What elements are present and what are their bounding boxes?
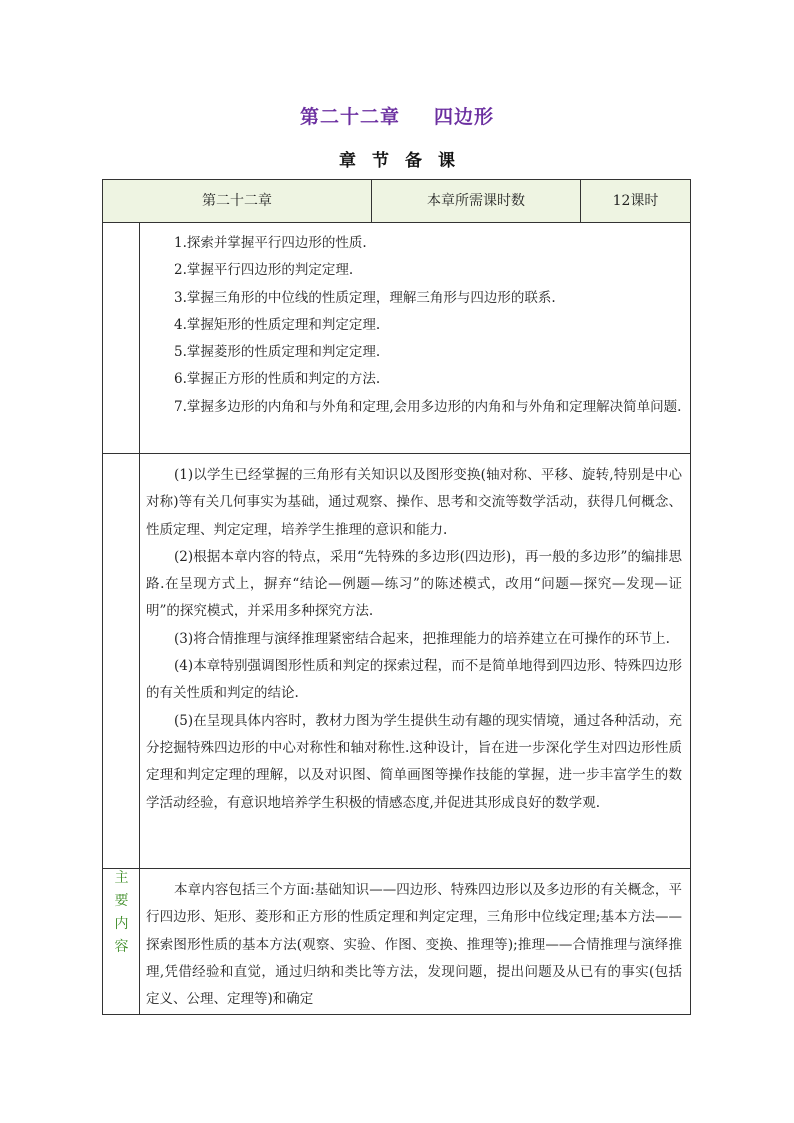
page-subtitle: 章节备课 — [339, 151, 471, 171]
features-text — [140, 454, 690, 817]
feature-paragraph: (2)根据本章内容的特点，采用“先特殊的多边形(四边形)，再一般的多边形”的编排思路.在呈现方式上，摒弃“结论—例题—练习”的陈述模式，改用“问题—探究—发现—证明”的探究模式，并采用多种探究方法. — [146, 548, 682, 620]
header-hours-value: 12课时 — [612, 193, 659, 209]
feature-paragraph: (5)在呈现具体内容时，教材力图为学生提供生动有趣的现实情境，通过各种活动，充分挖掘特殊四边形的中心对称性和轴对称性.这种设计，旨在进一步深化学生对四边形性质定理和判定定理的理解，以及对识图、简单画图等操作技能的掌握，进一步丰富学生的数学活动经验，有意识地培养学生积极的情感态度,并促进其形成良好的数学观. — [146, 712, 682, 811]
objective-item: 1.探索并掌握平行四边形的性质. — [174, 235, 367, 251]
objective-item: 3.掌握三角形的中位线的性质定理，理解三角形与四边形的联系. — [174, 289, 556, 306]
objective-item: 7.掌握多边形的内角和与外角和定理,会用多边形的内角和与外角和定理解决简单问题. — [174, 398, 682, 415]
header-hours-label: 本章所需课时数 — [372, 180, 581, 222]
feature-paragraph: (1)以学生已经掌握的三角形有关知识以及图形变换(轴对称、平移、旋转,特别是中心对称)等有关几何事实为基础，通过观察、操作、思考和交流等数学活动，获得几何概念、性质定理、判定定理，培养学生推理的意识和能力. — [146, 467, 682, 538]
objectives-text — [140, 222, 690, 421]
section-label-cell — [103, 222, 140, 453]
chapter-number: 第二十二章 — [299, 106, 400, 128]
header-chapter: 第二十二章 — [103, 180, 372, 222]
main-content-text — [140, 869, 690, 1013]
section-objectives — [103, 222, 690, 454]
table-header-row — [103, 180, 690, 223]
feature-paragraph: (4)本章特别强调图形性质和判定的探索过程，而不是简单地得到四边形、特殊四边形的有关性质和判定的结论. — [146, 658, 682, 702]
section-label-cell — [103, 454, 140, 868]
section-label-main-content: 主 要 内 容 — [114, 870, 129, 955]
section-main-content — [103, 869, 690, 1014]
lesson-plan-table — [102, 179, 691, 1015]
chapter-title — [0, 102, 794, 129]
feature-paragraph: (3)将合情推理与演绎推理紧密结合起来，把推理能力的培养建立在可操作的环节上. — [174, 630, 670, 647]
main-content-paragraph: 本章内容包括三个方面:基础知识——四边形、特殊四边形以及多边形的有关概念，平行四边形、矩形、菱形和正方形的性质定理和判定定理，三角形中位线定理;基本方法——探索图形性质的基本方法(观察、实验、作图、变换、推理等);推理——合情推理与演绎推理,凭借经验和直觉，通过归纳和类比等方法，发现问题，提出问题及从已有的事实(包括定义、公理、定理等)和确定 — [146, 882, 682, 1008]
objective-item: 4.掌握矩形的性质定理和判定定理. — [174, 316, 381, 333]
chapter-name: 四边形 — [434, 106, 495, 128]
objective-item: 5.掌握菱形的性质定理和判定定理. — [174, 344, 381, 361]
section-label-cell — [103, 869, 140, 1014]
section-features — [103, 454, 690, 869]
objective-item: 6.掌握正方形的性质和判定的方法. — [174, 371, 381, 388]
objective-item: 2.掌握平行四边形的判定定理. — [174, 262, 354, 279]
